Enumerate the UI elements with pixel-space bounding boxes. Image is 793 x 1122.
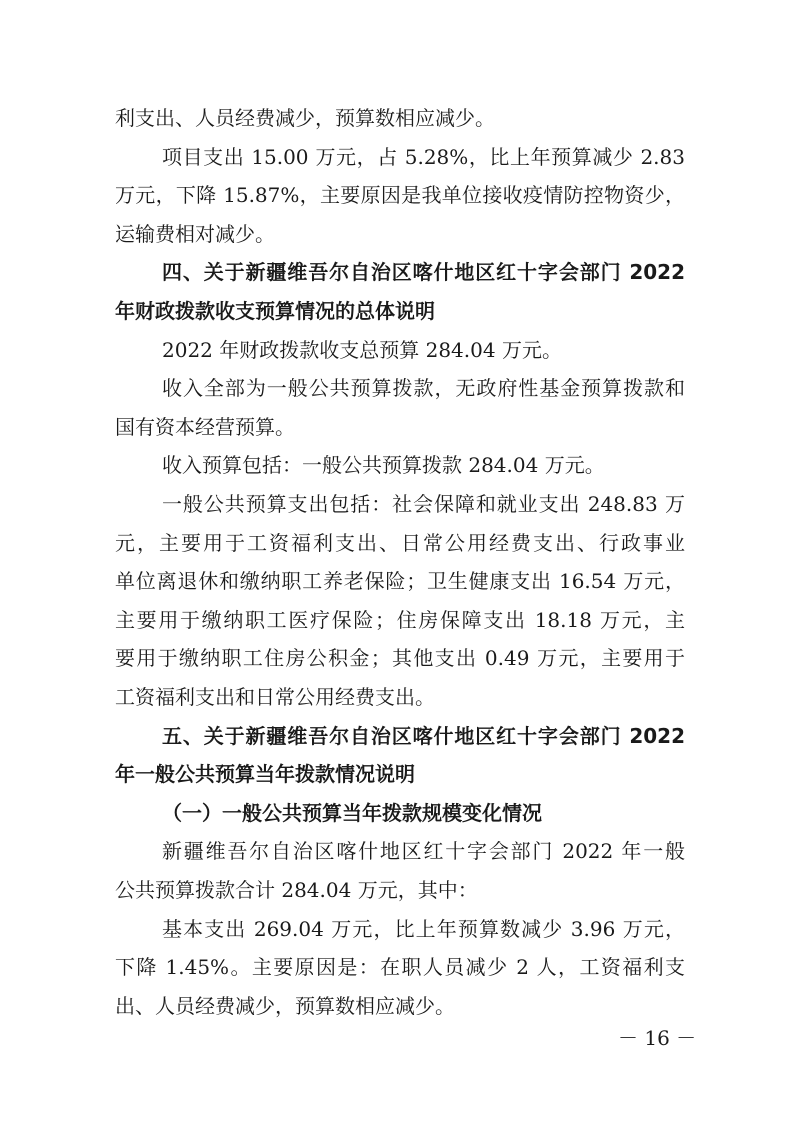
paragraph-line: 国有资本经营预算。: [115, 415, 295, 439]
paragraph-line: 利支出、人员经费减少，预算数相应减少。: [115, 106, 495, 130]
paragraph-line: 出、人员经费减少，预算数相应减少。: [115, 994, 455, 1018]
paragraph-line: 单位离退休和缴纳职工养老保险；卫生健康支出 16.54 万元，: [115, 569, 685, 593]
paragraph-line: 主要用于缴纳职工医疗保险；住房保障支出 18.18 万元，主: [115, 608, 685, 632]
paragraph-line: 收入预算包括：一般公共预算拨款 284.04 万元。: [162, 453, 605, 477]
page-number: － 16 －: [618, 1026, 697, 1050]
paragraph-line: 元，主要用于工资福利支出、日常公用经费支出、行政事业: [115, 531, 685, 555]
paragraph-line: 基本支出 269.04 万元，比上年预算数减少 3.96 万元，: [162, 917, 685, 941]
section-heading: 年一般公共预算当年拨款情况说明: [115, 762, 415, 786]
section-heading: 年财政拨款收支预算情况的总体说明: [115, 299, 435, 323]
subsection-heading: （一）一般公共预算当年拨款规模变化情况: [162, 801, 542, 825]
paragraph-line: 公共预算拨款合计 284.04 万元，其中：: [115, 878, 478, 902]
section-heading: 五、关于新疆维吾尔自治区喀什地区红十字会部门 2022: [162, 724, 685, 748]
paragraph-line: 收入全部为一般公共预算拨款，无政府性基金预算拨款和: [162, 376, 685, 400]
paragraph-line: 项目支出 15.00 万元，占 5.28%，比上年预算减少 2.83: [162, 145, 685, 169]
paragraph-line: 下降 1.45%。主要原因是：在职人员减少 2 人，工资福利支: [115, 955, 685, 979]
paragraph-line: 要用于缴纳职工住房公积金；其他支出 0.49 万元，主要用于: [115, 646, 685, 670]
paragraph-line: 运输费相对减少。: [115, 222, 275, 246]
section-heading: 四、关于新疆维吾尔自治区喀什地区红十字会部门 2022: [162, 260, 685, 284]
paragraph-line: 一般公共预算支出包括：社会保障和就业支出 248.83 万: [162, 492, 685, 516]
paragraph-line: 万元，下降 15.87%，主要原因是我单位接收疫情防控物资少，: [115, 183, 685, 207]
paragraph-line: 2022 年财政拨款收支总预算 284.04 万元。: [162, 338, 562, 362]
paragraph-line: 工资福利支出和日常公用经费支出。: [115, 685, 435, 709]
paragraph-line: 新疆维吾尔自治区喀什地区红十字会部门 2022 年一般: [162, 839, 685, 863]
